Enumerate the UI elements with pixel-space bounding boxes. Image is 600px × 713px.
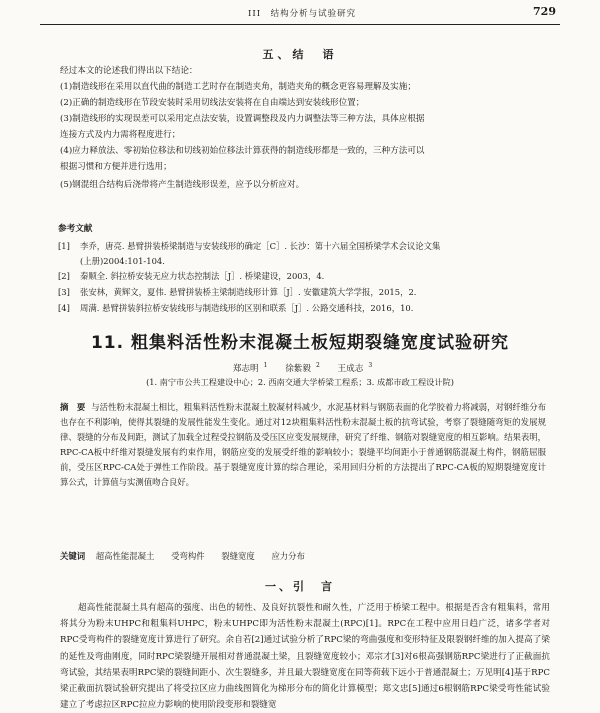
reference-number: [2]: [58, 271, 70, 281]
conclusion-intro: 经过本文的论述我们得出以下结论：: [60, 66, 198, 76]
conclusion-item-4: (4)应力释放法、零初始位移法和切线初始位移法计算获得的制造线形都是一致的，三种方法可以: [60, 146, 425, 156]
reference-item: [58, 269, 548, 284]
article-title: 11. 粗集料活性粉末混凝土板短期裂缝宽度试验研究: [90, 333, 510, 353]
affiliations: (1. 南宁市公共工程建设中心；2. 西南交通大学桥梁工程系；3. 成都市政工程设计院): [146, 377, 454, 387]
abstract: [60, 400, 546, 490]
reference-item: [58, 301, 548, 316]
conclusion-item-3: (3)制造线形的实现误差可以采用定点法安装，设置调整段及内力调整法等三种方法，具体应根据: [60, 114, 425, 124]
reference-text: 周满. 悬臂拼装斜拉桥安装线形与制造线形的区别和联系［J］. 公路交通科技，2016，10.: [80, 303, 414, 313]
keywords-label: 关键词: [60, 551, 86, 561]
abstract-label: 摘 要: [60, 402, 86, 412]
abstract-text: 与活性粉末混凝土相比，粗集料活性粉末混凝土胶凝材料减少，水泥基材料与钢筋表面的化学胶着力将减弱，对钢纤维分布也存在不利影响，使得其裂缝的发展性能发生变化。通过对12块粗集料活性粉末混凝土板的抗弯试验，考察了裂缝随弯矩的发展规律、裂缝的分布及间距，测试了加载全过程受拉钢筋及受压区应变发展规律，研究了纤维、钢筋对裂缝宽度的相互影响。结果表明，RPC-CA板中纤维对裂缝发展有约束作用，钢筋应变的发展受纤维的影响较小；裂缝平均间距小于普通钢筋混凝土构件，钢筋屈服前，受压区RPC-CA处于弹性工作阶段。基于裂缝宽度计算的综合理论，采用回归分析的方法提出了RPC-CA板的短期裂缝宽度计算公式，计算值与实测值吻合良好。: [60, 402, 546, 487]
author-affil-mark: 1: [263, 362, 268, 370]
keyword: 应力分布: [271, 551, 305, 561]
reference-number: [3]: [58, 287, 70, 297]
keyword: 受弯构件: [171, 551, 205, 561]
reference-text-cont: (上册)2004:101-104.: [80, 256, 165, 266]
running-head: [40, 4, 560, 25]
reference-text: 秦顺全. 斜拉桥安装无应力状态控制法［J］. 桥梁建设，2003，4.: [80, 271, 325, 281]
running-head-section: III 结构分析与试验研究: [248, 9, 357, 19]
conclusion-item-4-cont: 根据习惯和方便并进行选用；: [60, 162, 172, 172]
page-number: 729: [533, 5, 556, 18]
intro-heading: 一、引 言: [265, 580, 335, 593]
author-name: 王成志: [337, 364, 364, 374]
reference-text: 李乔，唐亮. 悬臂拼装桥梁制造与安装线形的确定［C］. 长沙：第十六届全国桥梁学术会议论文集: [80, 241, 441, 251]
author-affil-mark: 2: [315, 362, 320, 370]
keyword: 超高性能混凝土: [95, 551, 155, 561]
author: [228, 364, 268, 374]
conclusion-heading: 五、结 语: [262, 48, 338, 61]
author-affil-mark: 3: [368, 362, 373, 370]
reference-number: [1]: [58, 241, 70, 251]
reference-number: [4]: [58, 303, 70, 313]
author-name: 徐紫毅: [285, 364, 311, 374]
keywords: [60, 550, 319, 562]
conclusion-item-2: (2)正确的制造线形在节段安装时采用切线法安装将在自由端达到安装线形位置；: [60, 98, 365, 108]
reference-text: 张安林，黄辉文，夏伟. 悬臂拼装桥主梁制造线形计算［J］. 安徽建筑大学学报，2015，2.: [80, 287, 417, 297]
intro-text: 超高性能混凝土具有超高的强度、出色的韧性、及良好抗裂性和耐久性，广泛用于桥梁工程中。根据是否含有粗集料，常用将其分为粉末UHPC和粗集料UHPC，粉末UHPC即为活性粉末混凝土(RPC)[1]。RPC在工程中应用日趋广泛，诸多学者对RPC受弯构件的裂缝宽度计算进行了研究。余自若[2]通过试验分析了RPC梁的弯曲强度和变形特征及限裂钢纤维的加入提高了梁的延性及弯曲刚度，同时RPC梁裂缝开展相对普通混凝土梁，且裂缝宽度较小；邓宗才[3]对6根高强钢筋RPC梁进行了正截面抗弯试验，其结果表明RPC梁的裂缝间距小、次生裂缝多，并且最大裂缝宽度在同等荷载下远小于普通混凝土；万见明[4]基于RPC梁正截面抗裂试验研究提出了将受拉区应力曲线图简化为梯形分布的简化计算模型；郑文忠[5]通过6根钢筋RPC梁受弯性能试验建立了考虑拉区RPC拉应力影响的使用阶段变形和裂缝宽: [60, 603, 550, 711]
conclusion-item-1: (1)制造线形在采用以直代曲的制造工艺时存在制造夹角，制造夹角的概念更容易理解及实施；: [60, 82, 416, 92]
references-heading: 参考文献: [58, 224, 93, 234]
reference-item: [58, 285, 548, 300]
author-list: [0, 362, 600, 374]
author-name: 郑志明: [232, 364, 259, 374]
author: [280, 364, 320, 374]
conclusion-item-3-cont: 连接方式及内力需将程度进行；: [60, 130, 181, 140]
reference-item: [58, 239, 548, 271]
conclusion-item-5: (5)钢混组合结构后浇带将产生制造线形误差，应予以分析应对。: [60, 180, 305, 190]
keyword: 裂缝宽度: [221, 551, 255, 561]
author: [333, 364, 373, 374]
